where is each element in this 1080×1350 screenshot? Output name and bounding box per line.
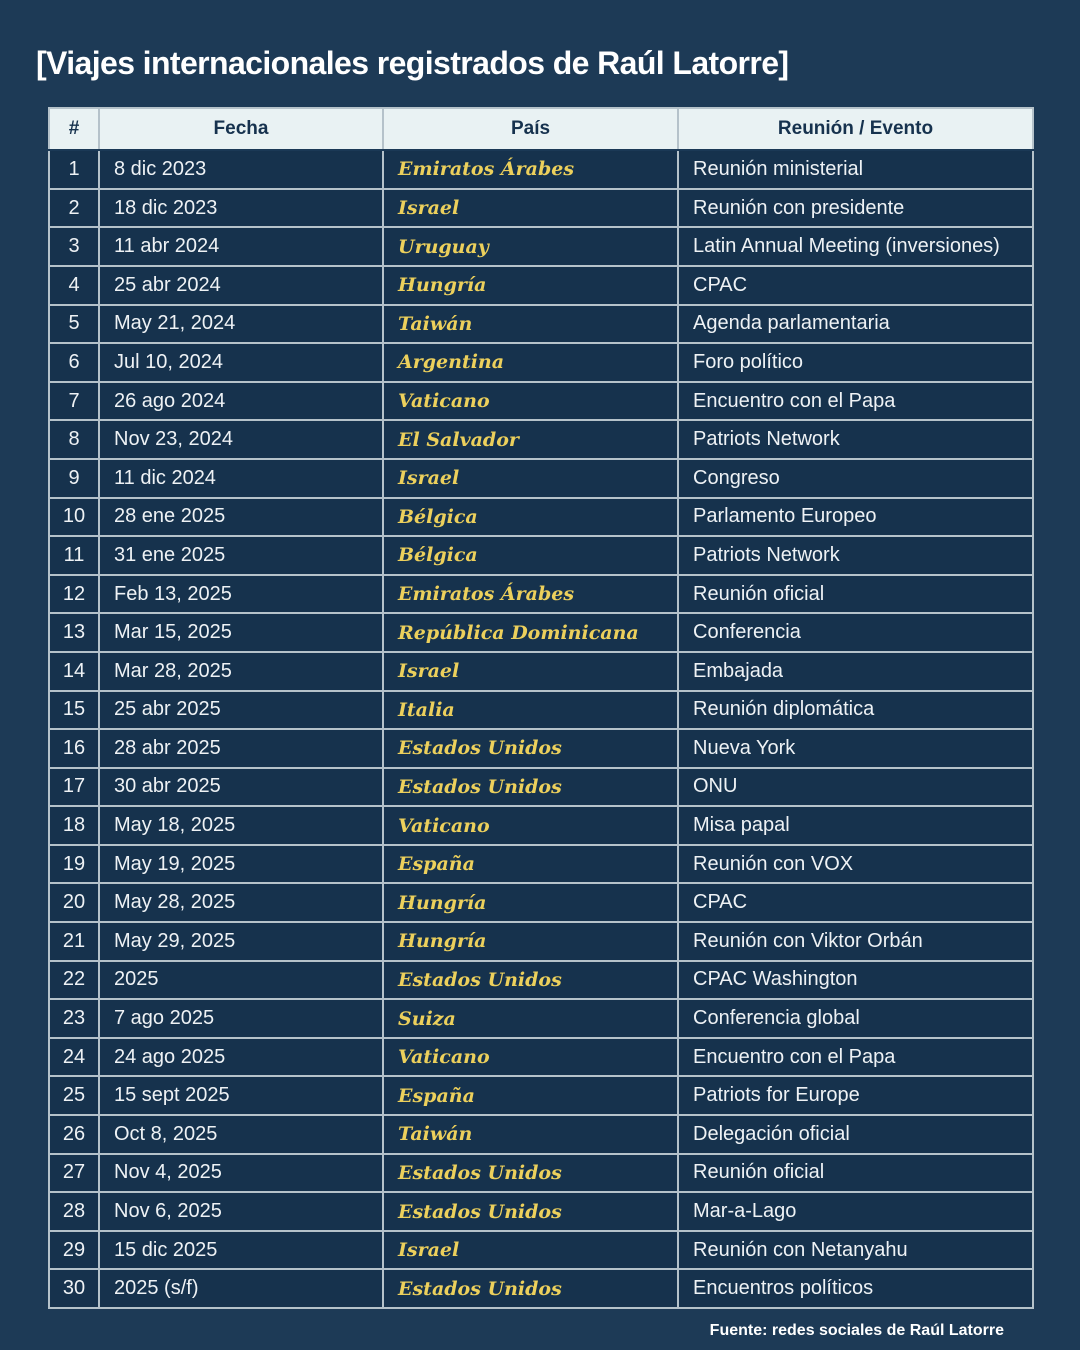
- row-event: Encuentro con el Papa: [678, 1038, 1033, 1077]
- table-row: [49, 652, 1033, 691]
- row-index: 27: [49, 1154, 99, 1193]
- row-event: Delegación oficial: [678, 1115, 1033, 1154]
- row-date: 31 ene 2025: [99, 536, 383, 575]
- row-date: Jul 10, 2024: [99, 343, 383, 382]
- row-date: 15 sept 2025: [99, 1076, 383, 1115]
- table-row: [49, 305, 1033, 344]
- row-event: CPAC Washington: [678, 961, 1033, 1000]
- row-event: Mar-a-Lago: [678, 1192, 1033, 1231]
- table-row: [49, 729, 1033, 768]
- row-country: España: [383, 845, 678, 884]
- row-country: Israel: [383, 189, 678, 228]
- table-row: [49, 459, 1033, 498]
- table-row: [49, 1038, 1033, 1077]
- row-index: 4: [49, 266, 99, 305]
- row-country: Uruguay: [383, 227, 678, 266]
- row-event: CPAC: [678, 266, 1033, 305]
- row-index: 1: [49, 150, 99, 189]
- row-country: Hungría: [383, 922, 678, 961]
- row-date: Mar 28, 2025: [99, 652, 383, 691]
- row-date: 11 abr 2024: [99, 227, 383, 266]
- row-index: 28: [49, 1192, 99, 1231]
- row-event: Reunión oficial: [678, 1154, 1033, 1193]
- row-event: Encuentros políticos: [678, 1269, 1033, 1308]
- table-row: [49, 691, 1033, 730]
- row-country: Estados Unidos: [383, 1192, 678, 1231]
- row-index: 17: [49, 768, 99, 807]
- row-date: May 28, 2025: [99, 883, 383, 922]
- row-country: Italia: [383, 691, 678, 730]
- row-event: Misa papal: [678, 806, 1033, 845]
- row-index: 29: [49, 1231, 99, 1270]
- row-country: Estados Unidos: [383, 768, 678, 807]
- table-row: [49, 498, 1033, 537]
- row-country: Argentina: [383, 343, 678, 382]
- row-event: Patriots for Europe: [678, 1076, 1033, 1115]
- row-event: Reunión con presidente: [678, 189, 1033, 228]
- table-row: [49, 613, 1033, 652]
- row-date: May 18, 2025: [99, 806, 383, 845]
- row-date: 7 ago 2025: [99, 999, 383, 1038]
- col-header-index: #: [49, 108, 99, 150]
- table-row: [49, 343, 1033, 382]
- row-event: Foro político: [678, 343, 1033, 382]
- row-country: Taiwán: [383, 305, 678, 344]
- row-date: 18 dic 2023: [99, 189, 383, 228]
- table-row: [49, 768, 1033, 807]
- row-date: 15 dic 2025: [99, 1231, 383, 1270]
- row-date: 28 abr 2025: [99, 729, 383, 768]
- row-event: Conferencia: [678, 613, 1033, 652]
- row-event: Reunión diplomática: [678, 691, 1033, 730]
- table-body: [49, 150, 1033, 1308]
- row-index: 20: [49, 883, 99, 922]
- row-index: 13: [49, 613, 99, 652]
- row-country: Estados Unidos: [383, 1269, 678, 1308]
- row-index: 19: [49, 845, 99, 884]
- row-country: España: [383, 1076, 678, 1115]
- row-date: 25 abr 2024: [99, 266, 383, 305]
- row-event: Parlamento Europeo: [678, 498, 1033, 537]
- row-date: 25 abr 2025: [99, 691, 383, 730]
- row-date: Feb 13, 2025: [99, 575, 383, 614]
- row-event: Reunión ministerial: [678, 150, 1033, 189]
- col-header-fecha: Fecha: [99, 108, 383, 150]
- row-date: 2025 (s/f): [99, 1269, 383, 1308]
- row-country: Hungría: [383, 883, 678, 922]
- row-date: Nov 4, 2025: [99, 1154, 383, 1193]
- table-row: [49, 1192, 1033, 1231]
- row-index: 24: [49, 1038, 99, 1077]
- table-row: [49, 189, 1033, 228]
- row-country: Vaticano: [383, 1038, 678, 1077]
- row-index: 21: [49, 922, 99, 961]
- row-index: 9: [49, 459, 99, 498]
- row-index: 16: [49, 729, 99, 768]
- col-header-pais: País: [383, 108, 678, 150]
- trips-table: [48, 107, 1034, 1309]
- table-row: [49, 227, 1033, 266]
- row-date: Oct 8, 2025: [99, 1115, 383, 1154]
- table-header: [49, 108, 1033, 150]
- row-event: Patriots Network: [678, 420, 1033, 459]
- row-event: Embajada: [678, 652, 1033, 691]
- row-country: Suiza: [383, 999, 678, 1038]
- row-index: 26: [49, 1115, 99, 1154]
- row-index: 11: [49, 536, 99, 575]
- row-country: Bélgica: [383, 498, 678, 537]
- table-row: [49, 1231, 1033, 1270]
- col-header-reunion: Reunión / Evento: [678, 108, 1033, 150]
- row-country: Hungría: [383, 266, 678, 305]
- row-index: 15: [49, 691, 99, 730]
- row-index: 6: [49, 343, 99, 382]
- row-event: Reunión con Viktor Orbán: [678, 922, 1033, 961]
- row-event: Nueva York: [678, 729, 1033, 768]
- table-row: [49, 1154, 1033, 1193]
- row-date: Nov 23, 2024: [99, 420, 383, 459]
- table-row: [49, 1115, 1033, 1154]
- row-country: Vaticano: [383, 382, 678, 421]
- row-country: Israel: [383, 1231, 678, 1270]
- row-index: 12: [49, 575, 99, 614]
- row-event: Agenda parlamentaria: [678, 305, 1033, 344]
- table-row: [49, 575, 1033, 614]
- row-date: 8 dic 2023: [99, 150, 383, 189]
- source-credit: Fuente: redes sociales de Raúl Latorre: [709, 1322, 1004, 1339]
- row-date: 26 ago 2024: [99, 382, 383, 421]
- table-header-row: [49, 108, 1033, 150]
- row-country: Estados Unidos: [383, 729, 678, 768]
- row-date: May 19, 2025: [99, 845, 383, 884]
- table-row: [49, 961, 1033, 1000]
- row-event: Reunión oficial: [678, 575, 1033, 614]
- row-date: May 29, 2025: [99, 922, 383, 961]
- row-country: El Salvador: [383, 420, 678, 459]
- row-event: Encuentro con el Papa: [678, 382, 1033, 421]
- table-row: [49, 845, 1033, 884]
- row-country: Bélgica: [383, 536, 678, 575]
- row-index: 18: [49, 806, 99, 845]
- table-row: [49, 536, 1033, 575]
- row-country: República Dominicana: [383, 613, 678, 652]
- row-country: Israel: [383, 652, 678, 691]
- row-index: 30: [49, 1269, 99, 1308]
- row-date: 30 abr 2025: [99, 768, 383, 807]
- row-index: 14: [49, 652, 99, 691]
- row-country: Emiratos Árabes: [383, 575, 678, 614]
- row-country: Taiwán: [383, 1115, 678, 1154]
- row-date: Mar 15, 2025: [99, 613, 383, 652]
- row-index: 8: [49, 420, 99, 459]
- row-country: Israel: [383, 459, 678, 498]
- table-row: [49, 150, 1033, 189]
- row-country: Estados Unidos: [383, 1154, 678, 1193]
- row-country: Estados Unidos: [383, 961, 678, 1000]
- table-row: [49, 420, 1033, 459]
- page-title: [Viajes internacionales registrados de Raúl Latorre]: [36, 45, 789, 81]
- table-row: [49, 1076, 1033, 1115]
- row-index: 2: [49, 189, 99, 228]
- row-event: Patriots Network: [678, 536, 1033, 575]
- row-date: 2025: [99, 961, 383, 1000]
- row-index: 5: [49, 305, 99, 344]
- row-index: 7: [49, 382, 99, 421]
- table-row: [49, 1269, 1033, 1308]
- row-event: CPAC: [678, 883, 1033, 922]
- table-row: [49, 883, 1033, 922]
- row-date: May 21, 2024: [99, 305, 383, 344]
- table-row: [49, 382, 1033, 421]
- table-row: [49, 999, 1033, 1038]
- row-event: ONU: [678, 768, 1033, 807]
- table-row: [49, 266, 1033, 305]
- row-event: Conferencia global: [678, 999, 1033, 1038]
- row-index: 3: [49, 227, 99, 266]
- row-country: Emiratos Árabes: [383, 150, 678, 189]
- table-row: [49, 806, 1033, 845]
- row-event: Reunión con Netanyahu: [678, 1231, 1033, 1270]
- row-index: 10: [49, 498, 99, 537]
- row-event: Reunión con VOX: [678, 845, 1033, 884]
- row-index: 23: [49, 999, 99, 1038]
- row-date: 11 dic 2024: [99, 459, 383, 498]
- row-date: 28 ene 2025: [99, 498, 383, 537]
- row-index: 22: [49, 961, 99, 1000]
- table-row: [49, 922, 1033, 961]
- row-event: Congreso: [678, 459, 1033, 498]
- row-country: Vaticano: [383, 806, 678, 845]
- row-date: Nov 6, 2025: [99, 1192, 383, 1231]
- row-date: 24 ago 2025: [99, 1038, 383, 1077]
- row-event: Latin Annual Meeting (inversiones): [678, 227, 1033, 266]
- row-index: 25: [49, 1076, 99, 1115]
